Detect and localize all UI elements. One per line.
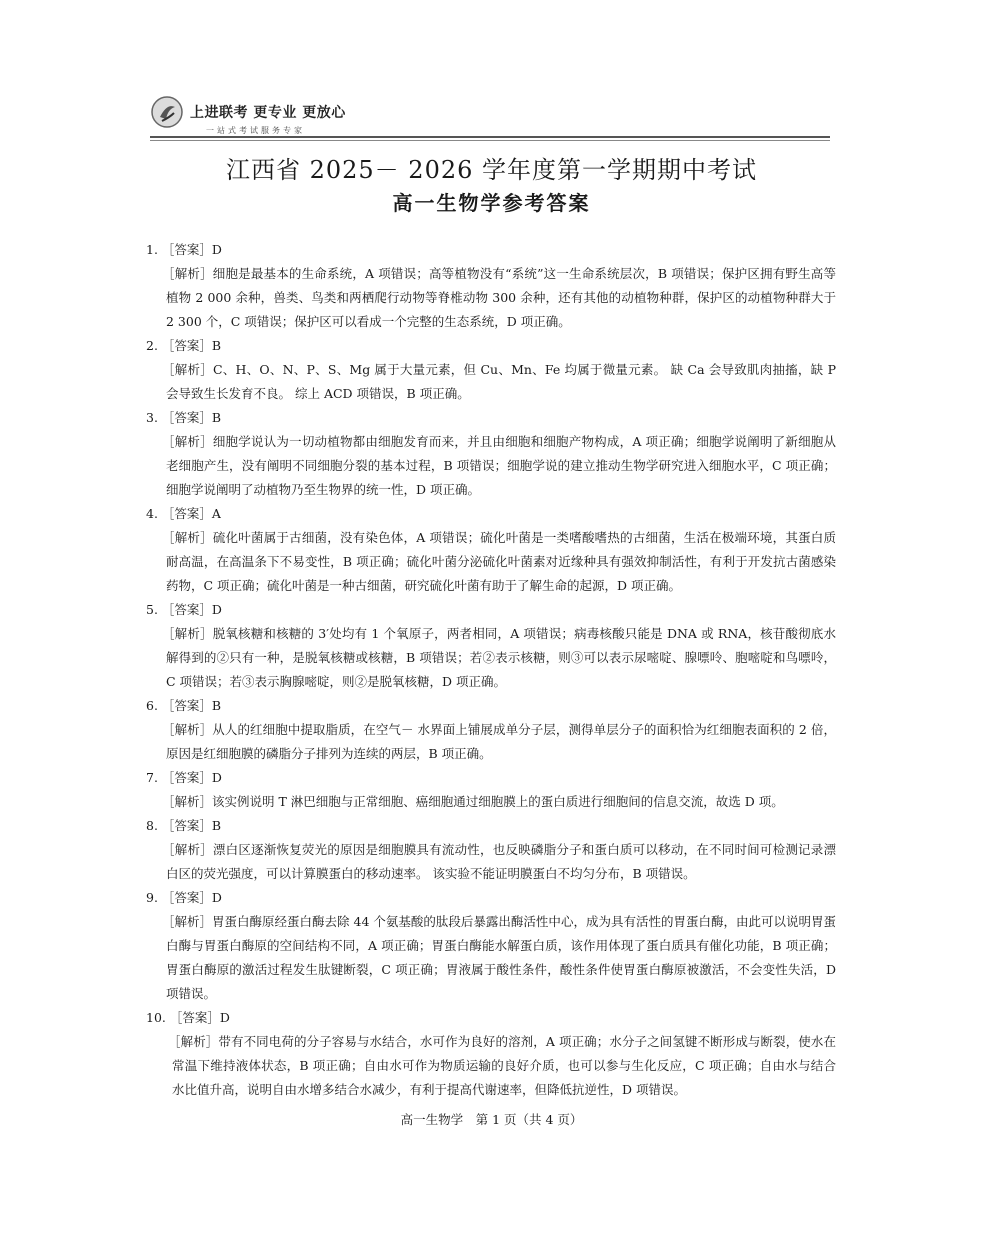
analysis-text: ［解析］硫化叶菌属于古细菌，没有染色体，A 项错误；硫化叶菌是一类嗜酸嗜热的古细菌，生活在极端环境，其蛋白质耐高温，在高温条下不易变性，B 项正确；硫化叶菌分泌硫化叶菌素对近缘种具有强效抑制活性，有利于开发抗古菌感染药物，C 项正确；硫化叶菌是一种古细菌，研究硫化叶菌有助于了解生命的起源，D 项正确。: [162, 530, 836, 593]
answer-line: [146, 886, 836, 910]
answer-text: ［答案］A: [161, 506, 221, 521]
brand-subslogan: 一站式考试服务专家: [206, 126, 305, 135]
analysis-text: ［解析］胃蛋白酶原经蛋白酶去除 44 个氨基酸的肽段后暴露出酶活性中心，成为具有活性的胃蛋白酶，由此可以说明胃蛋白酶与胃蛋白酶原的空间结构不同，A 项正确；胃蛋白酶能水解蛋白质，该作用体现了蛋白质具有催化功能，B 项正确；胃蛋白酶原的激活过程发生肽键断裂，C 项正确；胃液属于酸性条件，酸性条件使胃蛋白酶原被激活，不会变性失活，D 项错误。: [162, 914, 836, 1001]
question-number: 6.: [146, 698, 158, 713]
answer-line: [146, 238, 836, 262]
brand-slogan: 上进联考 更专业 更放心: [190, 105, 346, 121]
question-item: [146, 814, 836, 886]
analysis-text: ［解析］从人的红细胞中提取脂质，在空气－ 水界面上铺展成单分子层，测得单层分子的面积恰为红细胞表面积的 2 倍，原因是红细胞膜的磷脂分子排列为连续的两层，B 项正确。: [162, 722, 836, 761]
answer-line: [146, 502, 836, 526]
analysis-text: ［解析］该实例说明 T 淋巴细胞与正常细胞、癌细胞通过细胞膜上的蛋白质进行细胞间的信息交流，故选 D 项。: [162, 794, 784, 809]
question-number: 1.: [146, 242, 158, 257]
question-item: [146, 502, 836, 598]
header-divider-thin: [150, 140, 830, 141]
logo-row: [150, 95, 830, 129]
question-number: 10.: [146, 1010, 166, 1025]
analysis-text: ［解析］细胞是最基本的生命系统，A 项错误；高等植物没有“系统”这一生命系统层次，B 项错误；保护区拥有野生高等植物 2 000 余种，兽类、鸟类和两栖爬行动物等脊椎动物 300 余种，还有其他的动植物种群，保护区的动植物种群大于 2 300 个，C 项错误；保护区可以看成一个完整的生态系统，D 项正确。: [162, 266, 836, 329]
question-number: 4.: [146, 506, 158, 521]
header-divider: [150, 136, 830, 138]
answer-text: ［答案］D: [161, 242, 222, 257]
brand-logo-icon: [150, 95, 184, 129]
question-number: 5.: [146, 602, 158, 617]
answer-line: [146, 598, 836, 622]
answer-line: [146, 334, 836, 358]
question-item: [146, 886, 836, 1006]
page-title: 江西省 2025－ 2026 学年度第一学期期中考试: [225, 156, 758, 184]
question-number: 8.: [146, 818, 158, 833]
answer-line: [146, 766, 836, 790]
answer-text: ［答案］D: [161, 890, 222, 905]
answer-line: [146, 814, 836, 838]
question-number: 9.: [146, 890, 158, 905]
question-number: 2.: [146, 338, 158, 353]
question-item: [146, 1006, 836, 1102]
answer-text: ［答案］D: [161, 602, 222, 617]
question-item: [146, 406, 836, 502]
question-number: 3.: [146, 410, 158, 425]
question-item: [146, 598, 836, 694]
answer-line: [146, 694, 836, 718]
answer-text: ［答案］D: [161, 770, 222, 785]
question-item: [146, 238, 836, 334]
answer-line: [146, 406, 836, 430]
answer-text: ［答案］B: [161, 698, 222, 713]
question-item: [146, 766, 836, 814]
page-footer: 高一生物学 第 1 页（共 4 页）: [400, 1112, 583, 1127]
answer-list: [146, 238, 836, 1102]
question-item: [146, 694, 836, 766]
question-number: 7.: [146, 770, 158, 785]
analysis-text: ［解析］漂白区逐渐恢复荧光的原因是细胞膜具有流动性，也反映磷脂分子和蛋白质可以移动，在不同时间可检测记录漂白区的荧光强度，可以计算膜蛋白的移动速率。 该实验不能证明膜蛋白不均匀分布，B 项错误。: [162, 842, 836, 881]
header: [150, 95, 830, 136]
analysis-text: ［解析］脱氧核糖和核糖的 3′处均有 1 个氧原子，两者相同，A 项错误；病毒核酸只能是 DNA 或 RNA，核苷酸彻底水解得到的②只有一种，是脱氧核糖或核糖，B 项错误；若②表示核糖，则③可以表示尿嘧啶、腺嘌呤、胞嘧啶和鸟嘌呤，C 项错误；若③表示胸腺嘧啶，则②是脱氧核糖，D 项正确。: [162, 626, 836, 689]
analysis-text: ［解析］细胞学说认为一切动植物都由细胞发育而来，并且由细胞和细胞产物构成，A 项正确；细胞学说阐明了新细胞从老细胞产生，没有阐明不同细胞分裂的基本过程，B 项错误；细胞学说的建立推动生物学研究进入细胞水平，C 项正确；细胞学说阐明了动植物乃至生物界的统一性，D 项正确。: [162, 434, 836, 497]
answer-text: ［答案］B: [161, 410, 222, 425]
answer-text: ［答案］D: [169, 1010, 230, 1025]
page-subtitle: 高一生物学参考答案: [392, 191, 591, 215]
question-item: [146, 334, 836, 406]
analysis-text: ［解析］带有不同电荷的分子容易与水结合，水可作为良好的溶剂，A 项正确；水分子之间氢键不断形成与断裂，使水在常温下维持液体状态，B 项正确；自由水可作为物质运输的良好介质，也可以参与生化反应，C 项正确；自由水与结合水比值升高，说明自由水增多结合水减少，有利于提高代谢速率，但降低抗逆性，D 项错误。: [168, 1034, 836, 1097]
answer-text: ［答案］B: [161, 338, 222, 353]
analysis-text: ［解析］C、H、O、N、P、S、Mg 属于大量元素，但 Cu、Mn、Fe 均属于微量元素。 缺 Ca 会导致肌肉抽搐，缺 P 会导致生长发育不良。 综上 ACD 项错误，B 项正确。: [162, 362, 836, 401]
answer-text: ［答案］B: [161, 818, 222, 833]
answer-line: [146, 1006, 836, 1030]
